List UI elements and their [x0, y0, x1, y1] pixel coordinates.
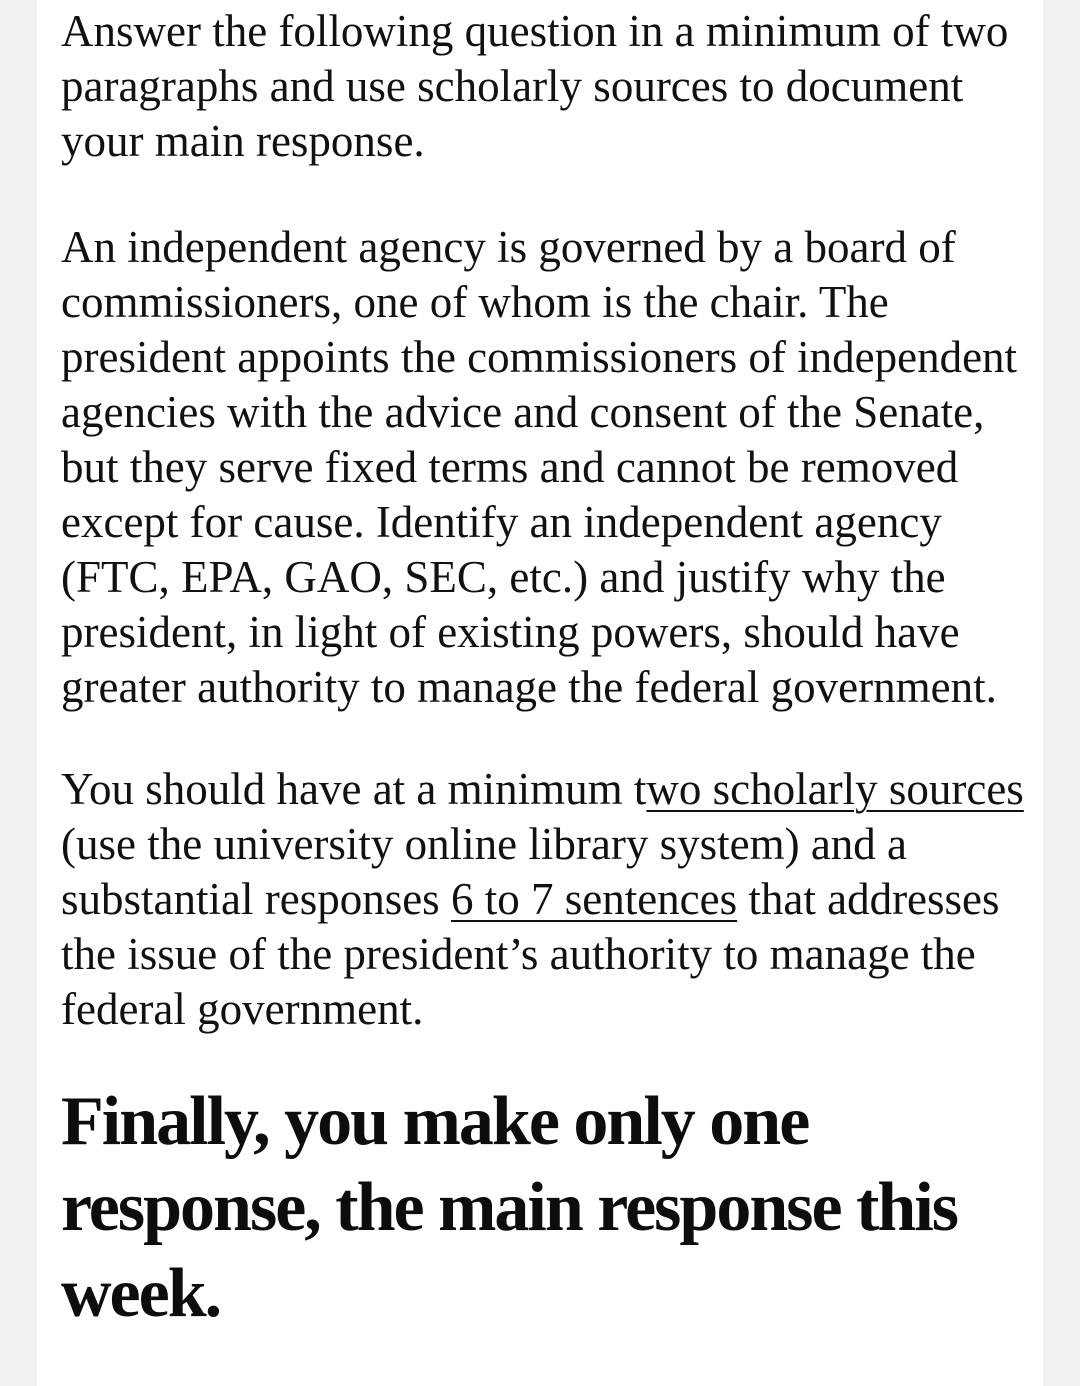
scholarly-sources-underlined: wo scholarly sources — [646, 764, 1024, 814]
document-page — [37, 0, 1043, 1386]
requirements-text-2: (use the university online library system) and a substantial responses — [61, 819, 908, 924]
final-note-heading: Finally, you make only one response, the main response this week. — [61, 1083, 958, 1332]
requirements-paragraph — [61, 762, 1031, 1037]
document-content — [61, 4, 1031, 1337]
question-paragraph: An independent agency is governed by a board of commissioners, one of whom is the chair. The president appoints the commissioners of independent agencies with the advice and consent of the Senate, but they serve fixed terms and cannot be removed except for cause. Identify an independent agency (FTC, EPA, GAO, SEC, etc.) and justify why the president, in light of existing powers, should have greater authority to manage the federal government. — [61, 222, 1018, 712]
requirements-text-1: You should have at a minimum t — [61, 764, 647, 814]
intro-paragraph: Answer the following question in a minimum of two paragraphs and use scholarly sources to document your main response. — [61, 6, 1009, 166]
sentence-count-underlined: 6 to 7 sentences — [450, 874, 738, 924]
requirements-text-3: that addresses the issue of the president’s authority to manage the federal government. — [61, 874, 1000, 1034]
